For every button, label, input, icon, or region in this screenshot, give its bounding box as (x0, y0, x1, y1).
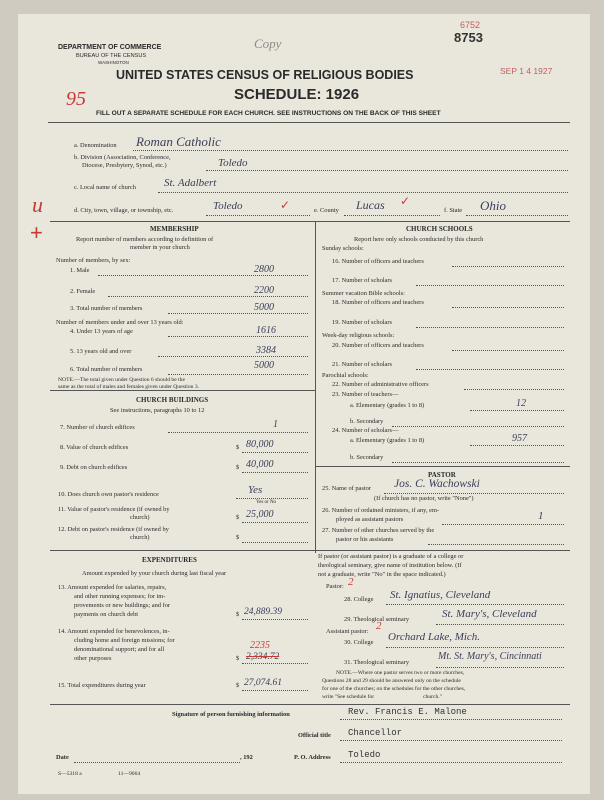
pastor-note-1: NOTE.—Where one pastor serves two or more churches, (336, 670, 465, 676)
q27-label-2: pastor or his assistants (336, 536, 394, 543)
q22-label: 22. Number of administrative officers (332, 381, 429, 388)
state-label: f. State (444, 207, 463, 214)
assistant-mark: 2 (376, 620, 382, 632)
expenditures-sub: Amount expended by your church during last fiscal year (82, 570, 227, 577)
assistant-label: Assistant pastor: (326, 628, 369, 635)
q24a-label: a. Elementary (grades 1 to 8) (350, 437, 425, 444)
check-mark-county: ✓ (400, 194, 411, 208)
denomination-value: Roman Catholic (136, 134, 221, 149)
q26-value: 1 (538, 510, 544, 522)
q7-label: 7. Number of church edifices (60, 424, 135, 431)
q12-label-1: 12. Debt on pastor's residence (if owned by (58, 526, 169, 533)
q4-value: 1616 (256, 325, 276, 336)
pastor-note-3: for one of the churches; on the schedules for the other churches, (322, 686, 466, 692)
q1-value: 2800 (254, 264, 274, 275)
q11-dollar: $ (236, 514, 240, 521)
q12-dollar: $ (236, 534, 240, 541)
q1-label: 1. Male (70, 267, 90, 274)
graduate-note-1: If pastor (or assistant pastor) is a graduate of a college or (318, 553, 464, 560)
q15-label: 15. Total expenditures during year (58, 682, 146, 689)
q11-label-2: church) (130, 514, 150, 521)
graduate-note-2: theological seminary, give name of institution below. (If (318, 562, 462, 569)
serial-number: 8753 (454, 30, 483, 45)
county-label: e. County (314, 207, 339, 214)
q15-value: 27,074.61 (244, 678, 282, 688)
membership-sub-2: member in your church (130, 244, 190, 251)
q13-label-4: payments on church debt (74, 611, 139, 618)
membership-sub-1: Report number of members according to definition of (76, 236, 214, 243)
q18-label: 18. Number of officers and teachers (332, 299, 424, 306)
q6-value: 5000 (254, 360, 274, 371)
q30-label: 30. College (344, 639, 374, 646)
division-value: Toledo (218, 157, 248, 169)
instruction: FILL OUT A SEPARATE SCHEDULE FOR EACH CHURCH. SEE INSTRUCTIONS ON THE BACK OF THIS SHEET (96, 110, 441, 117)
sunday-schools-label: Sunday schools: (322, 245, 364, 252)
q25-note: (If church has no pastor, write "None") (374, 495, 474, 502)
q24-label: 24. Number of scholars— (332, 427, 399, 434)
margin-mark-plus: + (30, 220, 43, 245)
q4-label: 4. Under 13 years of age (70, 328, 133, 335)
q14-corrected-value: 2235 (250, 640, 270, 651)
q14-label-1: 14. Amount expended for benevolences, in- (58, 628, 170, 635)
pastor-note-2: Questions 28 and 29 should be answered only on the schedule (322, 678, 461, 684)
q28-value: St. Ignatius, Cleveland (390, 589, 491, 601)
q31-label: 31. Theological seminary (344, 659, 410, 666)
q10-value: Yes (248, 484, 263, 496)
q23-label: 23. Number of teachers— (332, 391, 399, 398)
q14-label-3: denominational support; and for all (74, 646, 165, 653)
q5-value: 3384 (256, 345, 276, 356)
graduate-note-3: not a graduate, write "No" in the space indicated.) (318, 571, 446, 578)
denomination-label: a. Denomination (74, 142, 117, 149)
date-year: , 192 (240, 754, 253, 761)
state-value: Ohio (480, 198, 506, 213)
q11-value: 25,000 (246, 509, 274, 520)
q31-value: Mt. St. Mary's, Cincinnati (438, 651, 542, 662)
margin-mark-u: u (32, 192, 43, 217)
schools-heading: CHURCH SCHOOLS (406, 225, 473, 233)
signature-value: Rev. Francis E. Malone (348, 707, 467, 717)
parochial-schools-label: Parochial schools: (322, 372, 369, 379)
schools-sub: Report here only schools conducted by this church (354, 236, 484, 243)
form-title: UNITED STATES CENSUS OF RELIGIOUS BODIES (116, 68, 414, 82)
q21-label: 21. Number of scholars (332, 361, 392, 368)
form-number: S—5318 a (58, 771, 82, 777)
q23a-value: 12 (516, 398, 526, 409)
q6-label: 6. Total number of members (70, 366, 143, 373)
q10-label: 10. Does church own pastor's residence (58, 491, 159, 498)
q13-dollar: $ (236, 611, 240, 618)
q25-value: Jos. C. Wachowski (394, 478, 480, 490)
pastor-mark: 2 (348, 576, 354, 588)
q15-dollar: $ (236, 682, 240, 689)
membership-note-1: NOTE.—The total given under Question 6 should be the (58, 377, 185, 383)
q9-label: 9. Debt on church edifices (60, 464, 128, 471)
buildings-heading: CHURCH BUILDINGS (136, 396, 209, 404)
po-address-label: P. O. Address (294, 754, 331, 761)
date-stamp: SEP 1 4 1927 (500, 66, 553, 76)
q13-value: 24,889.39 (244, 607, 282, 617)
dept-name: DEPARTMENT OF COMMERCE (58, 44, 162, 51)
pastor-note-4: write "See schedule for church." (322, 694, 442, 700)
q26-label-2: ployed as assistant pastors (336, 516, 404, 523)
q26-label-1: 26. Number of ordained ministers, if any, em- (322, 507, 440, 514)
q2-label: 2. Female (70, 288, 96, 295)
q13-label-3: provements or new buildings; and for (74, 602, 171, 609)
form-number-2: 11—9064 (118, 771, 141, 777)
q27-label-1: 27. Number of other churches served by the (322, 527, 435, 534)
members-by-sex-label: Number of members, by sex: (56, 257, 131, 264)
q14-dollar: $ (236, 655, 240, 662)
q24a-value: 957 (512, 433, 527, 444)
city-name: WASHINGTON (98, 60, 129, 65)
date-label: Date (56, 754, 69, 761)
official-title-label: Official title (298, 732, 331, 739)
buildings-sub: See instructions, paragraphs 10 to 12 (110, 407, 205, 414)
signature-label: Signature of person furnishing information (172, 711, 290, 718)
official-title-value: Chancellor (348, 728, 403, 738)
q14-original-value: 2,334.72 (246, 652, 280, 662)
city-value: Toledo (213, 200, 243, 212)
q13-label-1: 13. Amount expended for salaries, repairs, (58, 584, 167, 591)
check-mark-city: ✓ (280, 198, 291, 212)
copy-mark: Copy (254, 36, 282, 51)
q14-label-4: other purposes (74, 655, 112, 662)
q8-label: 8. Value of church edifices (60, 444, 129, 451)
q30-value: Orchard Lake, Mich. (388, 631, 481, 643)
q25-label: 25. Name of pastor (322, 485, 371, 492)
pastor-label: Pastor: (326, 583, 344, 590)
division-label-1: b. Division (Association, Conference, (74, 154, 171, 161)
q8-dollar: $ (236, 444, 240, 451)
q5-label: 5. 13 years old and over (70, 348, 132, 355)
census-schedule-page (18, 14, 590, 794)
q19-label: 19. Number of scholars (332, 319, 392, 326)
q17-label: 17. Number of scholars (332, 277, 392, 284)
q29-label: 29. Theological seminary (344, 616, 410, 623)
q7-value: 1 (273, 419, 278, 430)
pastor-heading: PASTOR (428, 471, 456, 479)
q16-label: 16. Number of officers and teachers (332, 258, 424, 265)
weekday-schools-label: Week-day religious schools: (322, 332, 395, 339)
q28-label: 28. College (344, 596, 374, 603)
bureau-name: BUREAU OF THE CENSUS (76, 53, 147, 59)
q3-label: 3. Total number of members (70, 305, 143, 312)
q9-dollar: $ (236, 464, 240, 471)
expenditures-heading: EXPENDITURES (142, 556, 197, 564)
q3-value: 5000 (254, 302, 274, 313)
county-value: Lucas (356, 198, 385, 212)
local-name-value: St. Adalbert (164, 177, 217, 189)
q11-label-1: 11. Value of pastor's residence (if owned by (58, 506, 170, 513)
po-address-value: Toledo (348, 750, 381, 760)
red-number: 95 (66, 88, 86, 110)
q29-value: St. Mary's, Cleveland (442, 608, 537, 620)
division-label-2: Diocese, Presbytery, Synod, etc.) (82, 162, 167, 169)
q20-label: 20. Number of officers and teachers (332, 342, 424, 349)
local-name-label: c. Local name of church (74, 184, 136, 191)
summer-schools-label: Summer vacation Bible schools: (322, 290, 405, 297)
q13-label-2: and other running expenses; for im- (74, 593, 166, 600)
q12-label-2: church) (130, 534, 150, 541)
schedule-title: SCHEDULE: 1926 (234, 86, 360, 103)
q8-value: 80,000 (246, 439, 274, 450)
membership-heading: MEMBERSHIP (150, 225, 199, 233)
members-by-age-label: Number of members under and over 13 years old: (56, 319, 184, 326)
q14-label-2: cluding home and foreign missions; for (74, 637, 175, 644)
serial-top: 6752 (460, 20, 481, 30)
q23b-label: b. Secondary (350, 418, 384, 425)
q2-value: 2200 (254, 285, 274, 296)
q9-value: 40,000 (246, 459, 274, 470)
q23a-label: a. Elementary (grades 1 to 8) (350, 402, 425, 409)
city-label: d. City, town, village, or township, etc. (74, 207, 174, 214)
membership-note-2: same as the total of males and females given under Question 3. (58, 384, 200, 390)
q24b-label: b. Secondary (350, 454, 384, 461)
yes-no-hint: Yes or No (256, 500, 277, 505)
